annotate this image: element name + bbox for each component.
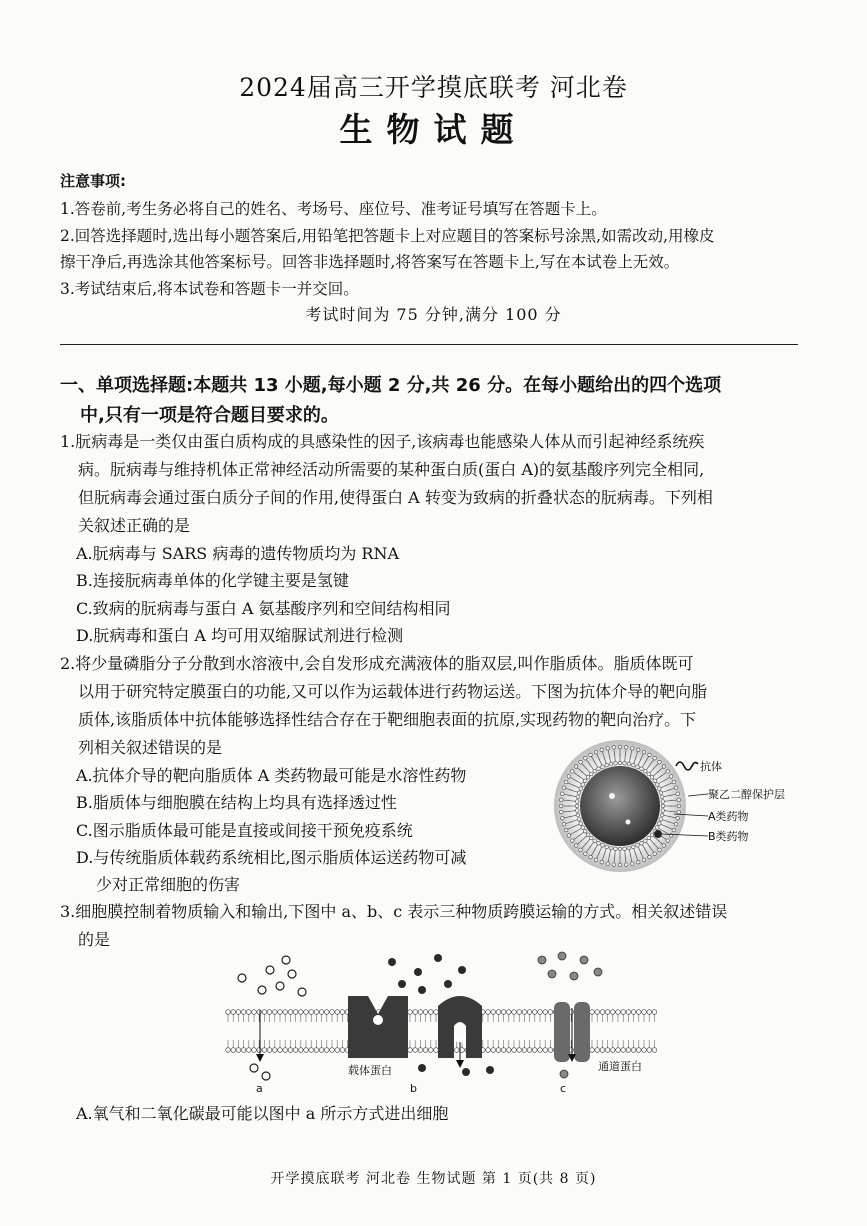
notice-item: 1.答卷前,考生务必将自己的姓名、考场号、座位号、准考证号填写在答题卡上。 (60, 200, 607, 218)
q1-stem-line: 关叙述正确的是 (78, 516, 191, 535)
label-drug-b: B类药物 (708, 830, 749, 843)
section-heading-cont: 中,只有一项是符合题目要求的。 (80, 405, 339, 426)
label-a: a (256, 1082, 263, 1095)
q1-stem-line: 但朊病毒会通过蛋白质分子间的作用,使得蛋白 A 转变为致病的折叠状态的朊病毒。下列相 (78, 488, 713, 507)
q3-option-a: A.氧气和二氧化碳最可能以图中 a 所示方式进出细胞 (76, 1104, 449, 1123)
label-peg: 聚乙二醇保护层 (708, 788, 785, 801)
q2-stem-line: 以用于研究特定膜蛋白的功能,又可以作为运载体进行药物运送。下图为抗体介导的靶向脂 (78, 682, 708, 701)
molecules-a-inside (250, 1064, 270, 1080)
q3-stem-line: 3.细胞膜控制着物质输入和输出,下图中 a、b、c 表示三种物质跨膜运输的方式。相关叙述错误 (60, 902, 728, 921)
notice-item: 擦干净后,再选涂其他答案标号。回答非选择题时,将答案写在答题卡上,写在本试卷上无效。 (60, 253, 680, 271)
q2-option-c: C.图示脂质体最可能是直接或间接干预免疫系统 (76, 821, 413, 840)
q1-option-c: C.致病的朊病毒与蛋白 A 氨基酸序列和空间结构相同 (76, 599, 451, 618)
drug-a-dot (626, 820, 631, 825)
label-antibody: 抗体 (700, 760, 722, 773)
q1-option-a: A.朊病毒与 SARS 病毒的遗传物质均为 RNA (76, 544, 400, 563)
q2-option-b: B.脂质体与细胞膜在结构上均具有选择透过性 (76, 793, 397, 812)
liposome-figure (548, 738, 848, 878)
label-b: b (410, 1082, 417, 1095)
molecules-c-inside (560, 1070, 568, 1078)
label-channel: 通道蛋白 (598, 1060, 642, 1073)
antibody-icon (676, 762, 698, 770)
molecules-b-outside (388, 954, 466, 994)
drug-a-dot (609, 793, 615, 799)
q2-stem-line: 质体,该脂质体中抗体能够选择性结合存在于靶细胞表面的抗原,实现药物的靶向治疗。下 (78, 710, 697, 729)
q2-option-a: A.抗体介导的靶向脂质体 A 类药物最可能是水溶性药物 (76, 766, 467, 785)
notice-item: 3.考试结束后,将本试卷和答题卡一并交回。 (60, 280, 359, 298)
q1-option-b: B.连接朊病毒单体的化学键主要是氢键 (76, 571, 349, 590)
divider (60, 344, 798, 345)
molecules-b-inside (418, 1064, 494, 1076)
molecules-c-outside (538, 952, 602, 980)
carrier-protein-1 (348, 996, 408, 1058)
q1-stem-line: 1.朊病毒是一类仅由蛋白质构成的具感染性的因子,该病毒也能感染人体从而引起神经系统疾 (60, 432, 705, 451)
molecules-a-outside (238, 956, 306, 996)
label-drug-a: A类药物 (708, 810, 749, 823)
q2-stem-line: 列相关叙述错误的是 (78, 738, 223, 757)
membrane-transport-figure (222, 950, 662, 1100)
page-footer: 开学摸底联考 河北卷 生物试题 第 1 页(共 8 页) (270, 1171, 597, 1187)
exam-title: 2024届高三开学摸底联考 河北卷 (239, 73, 628, 102)
q2-option-d: D.与传统脂质体载药系统相比,图示脂质体运送药物可减 (76, 848, 467, 867)
label-c: c (560, 1082, 567, 1095)
exam-time: 考试时间为 75 分钟,满分 100 分 (305, 305, 562, 324)
notice-heading: 注意事项: (60, 172, 126, 190)
q1-stem-line: 病。朊病毒与维持机体正常神经活动所需要的某种蛋白质(蛋白 A)的氨基酸序列完全相同, (78, 460, 705, 479)
drug-b-dot (654, 830, 662, 838)
notice-item: 2.回答选择题时,选出每小题答案后,用铅笔把答题卡上对应题目的答案标号涂黑,如需改动,用橡皮 (60, 227, 715, 245)
subject-title: 生物试题 (339, 110, 528, 149)
q2-option-d-cont: 少对正常细胞的伤害 (96, 875, 241, 894)
q2-stem-line: 2.将少量磷脂分子分散到水溶液中,会自发形成充满液体的脂双层,叫作脂质体。脂质体既可 (60, 654, 694, 673)
section-heading: 一、单项选择题:本题共 13 小题,每小题 2 分,共 26 分。在每小题给出的四个选项 (60, 375, 722, 396)
q3-stem-line: 的是 (78, 930, 111, 949)
liposome-core (580, 766, 660, 846)
q1-option-d: D.朊病毒和蛋白 A 均可用双缩脲试剂进行检测 (76, 626, 404, 645)
label-carrier: 载体蛋白 (348, 1064, 392, 1077)
